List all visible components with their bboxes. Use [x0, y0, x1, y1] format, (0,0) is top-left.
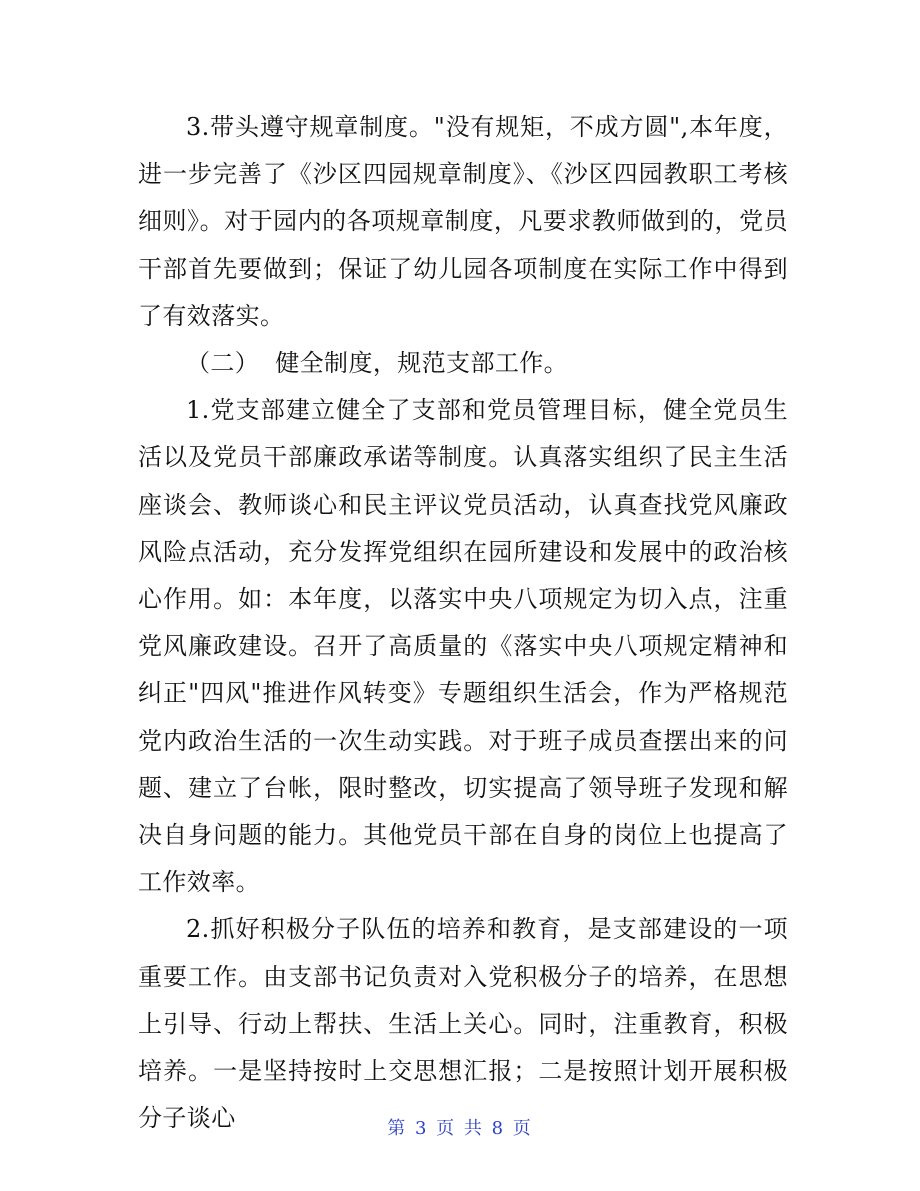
paragraph-activist-training: 2.抓好积极分子队伍的培养和教育，是支部建设的一项重要工作。由支部书记负责对入党积极分子的培养，在思想上引导、行动上帮扶、生活上关心。同时，注重教育，积极培养。一是坚持按时上交思想汇报；二是按照计划开展积极分子谈心 — [138, 915, 788, 1133]
paragraph-rules-compliance: 3.带头遵守规章制度。"没有规矩，不成方圆",本年度，进一步完善了《沙区四园规章制度》、《沙区四园教职工考核细则》。对于园内的各项规章制度，凡要求教师做到的，党员干部首先要做到；保证了幼儿园各项制度在实际工作中得到了有效落实。 — [138, 113, 788, 330]
paragraph-branch-management: 1.党支部建立健全了支部和党员管理目标，健全党员生活以及党员干部廉政承诺等制度。认真落实组织了民主生活座谈会、教师谈心和民主评议党员活动，认真查找党风廉政风险点活动，充分发挥党组织在园所建设和发展中的政治核心作用。如：本年度，以落实中央八项规定为切入点，注重党风廉政建设。召开了高质量的《落实中央八项规定精神和纠正"四风"推进作风转变》专题组织生活会，作为严格规范党内政治生活的一次生动实践。对于班子成员查摆出来的问题、建立了台帐，限时整改，切实提高了领导班子发现和解决自身问题的能力。其他党员干部在自身的岗位上也提高了工作效率。 — [138, 396, 788, 897]
page-number-footer: 第 3 页 共 8 页 — [387, 1118, 533, 1139]
section-heading-system: （二） 健全制度，规范支部工作。 — [186, 349, 569, 378]
document-body — [138, 104, 788, 1142]
